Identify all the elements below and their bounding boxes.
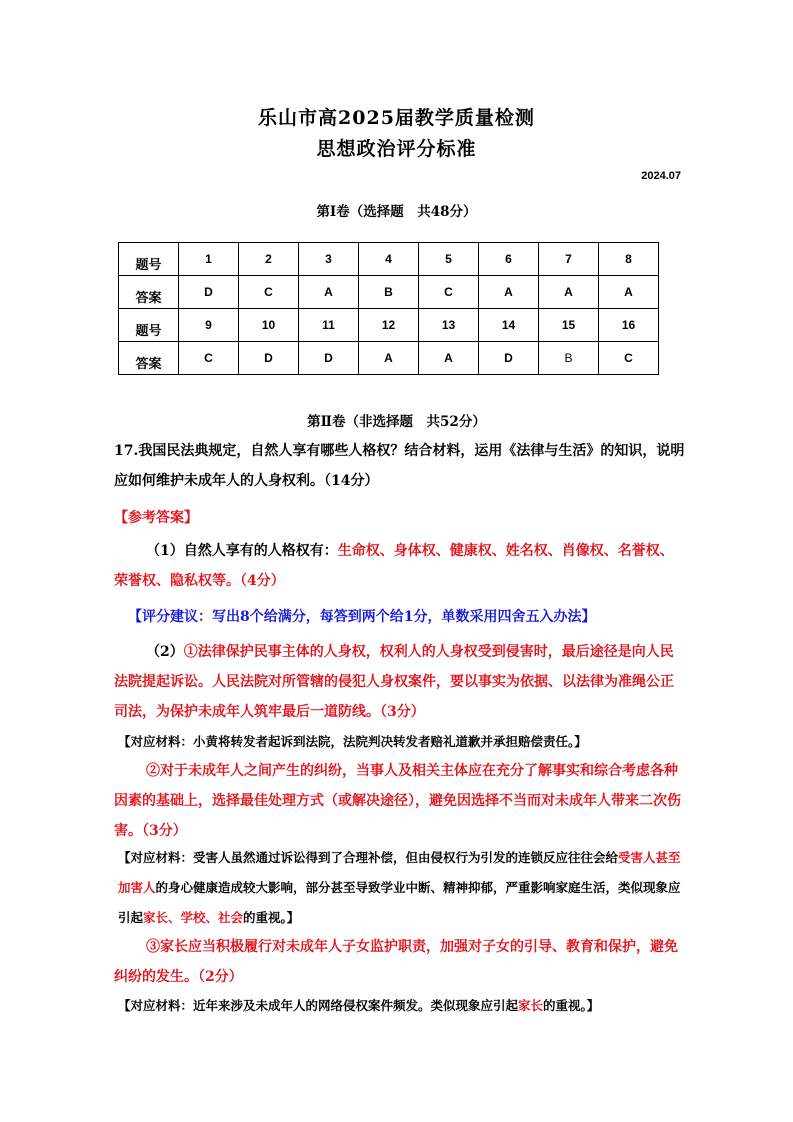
table-cell: C [419,276,479,309]
table-row [119,342,659,375]
table-cell: C [179,342,239,375]
material-2-c: 的身心健康造成较大影响，部分甚至导致学业中断、精神抑郁，严重影响家庭生活，类似现象应引起 [118,880,681,925]
row-label: 答案 [119,276,179,309]
row-label: 题号 [119,309,179,342]
row-label: 题号 [119,243,179,276]
section2-title: 第Ⅱ卷（非选择题 共52分） [307,414,486,430]
section1-title: 第Ⅰ卷（选择题 共48分） [316,204,477,220]
answer-part2-point2: ②对于未成年人之间产生的纠纷，当事人及相关主体应在充分了解事实和综合考虑各种因素的基础上，选择最佳处理方式（或解决途径），避免因选择不当而对未成年人带来二次伤害。（3分） [114,763,681,839]
answer-table [118,242,659,375]
table-cell: 13 [419,309,479,342]
table-cell: A [419,342,479,375]
table-cell: 15 [539,309,599,342]
table-cell: 4 [359,243,419,276]
document-date: 2024.07 [641,170,681,182]
material-3-highlight: 家长 [518,998,544,1013]
table-cell: 8 [599,243,659,276]
table-cell: C [599,342,659,375]
answer-part1 [114,536,686,596]
answer-part2 [114,637,686,727]
answer-part2-text: ①法律保护民事主体的人身权，权利人的人身权受到侵害时，最后途径是向人民法院提起诉讼。人民法院对所管辖的侵犯人身权案件，要以事实为依据、以法律为准绳公正司法，为保护未成年人筑牢最后一道防线。（3分） [114,644,674,720]
table-cell: 3 [299,243,359,276]
table-cell: A [539,276,599,309]
material-3-a: 【对应材料：近年来涉及未成年人的网络侵权案件频发。类似现象应引起 [118,998,519,1013]
table-row [119,309,659,342]
table-cell: B [359,276,419,309]
table-cell: A [359,342,419,375]
material-2-a: 【对应材料：受害人虽然通过诉讼得到了合理补偿，但由侵权行为引发的连锁反应往往会给 [118,850,619,865]
table-cell: 11 [299,309,359,342]
page-title-line1: 乐山市高2025届教学质量检测 [258,107,535,129]
answer-part1-prefix: （1）自然人享有的人格权有： [146,543,338,559]
table-cell: 1 [179,243,239,276]
material-2-highlight1: 受害人甚至加害人 [118,850,681,895]
table-cell: 12 [359,309,419,342]
table-cell: 2 [239,243,299,276]
table-cell: D [239,342,299,375]
table-cell: D [299,342,359,375]
answer-part1-text: 生命权、身体权、健康权、姓名权、肖像权、名誉权、荣誉权、隐私权等。（4分） [114,543,674,589]
table-cell: 5 [419,243,479,276]
table-cell: B [539,342,599,375]
table-cell: 10 [239,309,299,342]
answer-part2-point3: ③家长应当积极履行对未成年人子女监护职责，加强对子女的引导、教育和保护，避免纠纷的发生。（2分） [114,939,678,985]
material-3-c: 的重视。】 [543,998,600,1013]
table-cell: 7 [539,243,599,276]
table-cell: C [239,276,299,309]
table-row [119,243,659,276]
reference-answer-label: 【参考答案】 [114,510,198,526]
table-cell: 9 [179,309,239,342]
material-2-highlight2: 家长、学校、社会 [143,910,244,925]
table-cell: D [179,276,239,309]
table-cell: A [479,276,539,309]
table-cell: 14 [479,309,539,342]
table-cell: A [599,276,659,309]
answer-part2-prefix: （2） [146,644,184,660]
material-2-e: 的重视。】 [243,910,300,925]
scoring-note: 【评分建议：写出8个给满分，每答到两个给1分，单数采用四舍五入办法】 [128,609,596,625]
material-2 [118,843,688,933]
table-cell: D [479,342,539,375]
table-row [119,276,659,309]
table-cell: 6 [479,243,539,276]
material-1: 【对应材料：小黄将转发者起诉到法院，法院判决转发者赔礼道歉并承担赔偿责任。】 [118,734,587,749]
question-17: 17.我国民法典规定，自然人享有哪些人格权？结合材料，运用《法律与生活》的知识，说明应如何维护未成年人的人身权利。（14分） [114,443,685,489]
table-cell: A [299,276,359,309]
table-cell: 16 [599,309,659,342]
row-label: 答案 [119,342,179,375]
material-3 [118,991,688,1021]
page-title-line2: 思想政治评分标准 [316,138,477,160]
